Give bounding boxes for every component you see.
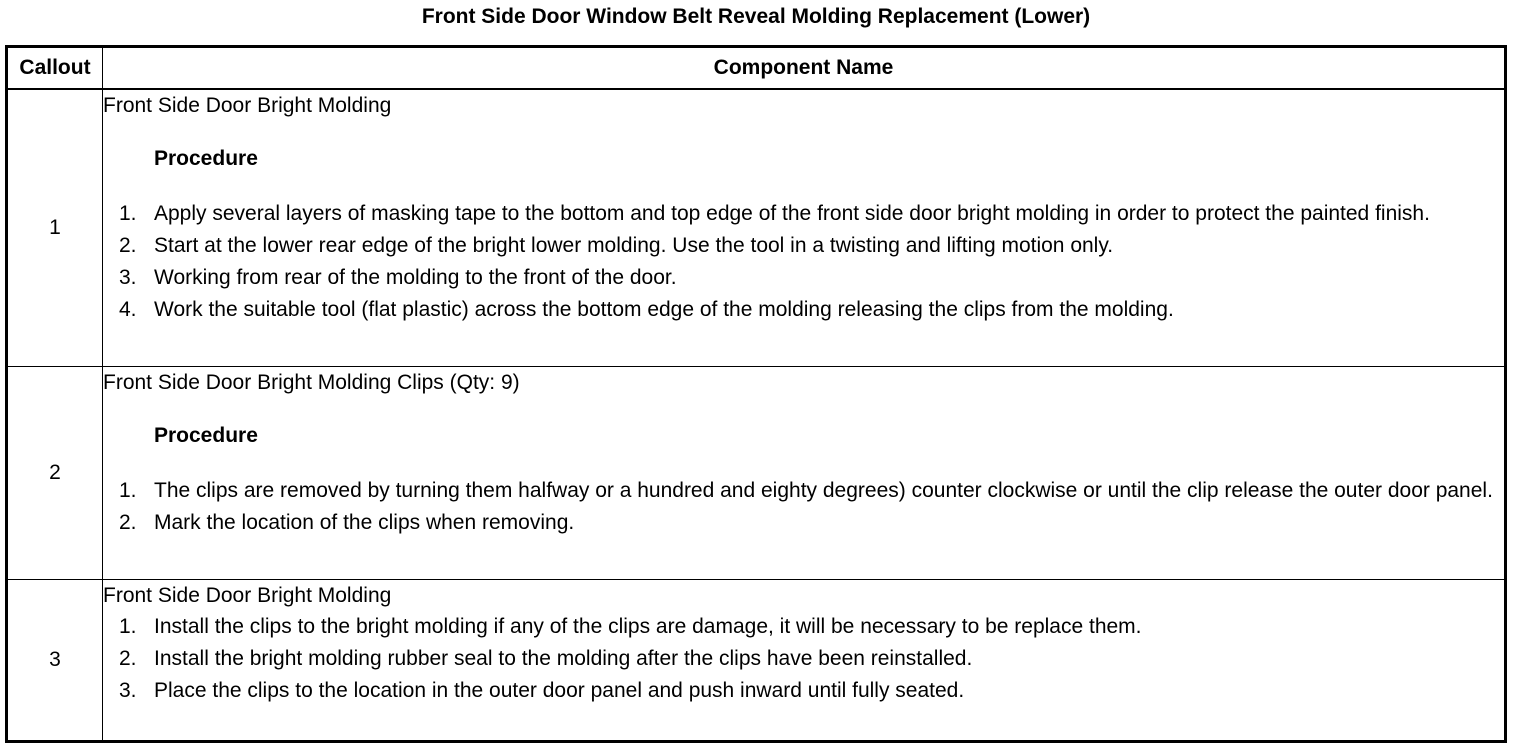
- step-text: Install the clips to the bright molding if any of the clips are damage, it will be necessary to be replace them.: [154, 615, 1142, 638]
- step-number: 2.: [119, 511, 137, 534]
- step-number: 1.: [119, 615, 137, 638]
- procedure-steps: [103, 476, 1504, 542]
- component-name: Front Side Door Bright Molding: [103, 584, 392, 607]
- step-number: 4.: [119, 298, 137, 321]
- procedure-steps: [103, 199, 1504, 329]
- document-title: Front Side Door Window Belt Reveal Molding Replacement (Lower): [421, 5, 1091, 28]
- header-component-name: Component Name: [103, 47, 1506, 90]
- step-number: 1.: [119, 202, 137, 225]
- table-row: [7, 580, 1506, 742]
- step-number: 3.: [119, 679, 137, 702]
- procedure-step: [103, 231, 1504, 261]
- procedure-step: [103, 295, 1504, 325]
- step-text: Start at the lower rear edge of the bright lower molding. Use the tool in a twisting and lifting motion only.: [154, 234, 1114, 257]
- step-number: 2.: [119, 234, 137, 257]
- procedure-steps: [103, 612, 1504, 710]
- step-number: 3.: [119, 266, 137, 289]
- step-text: Work the suitable tool (flat plastic) across the bottom edge of the molding releasing the clips from the molding.: [154, 298, 1174, 321]
- component-cell: [103, 580, 1506, 742]
- step-number: 2.: [119, 647, 137, 670]
- component-table: [5, 45, 1507, 743]
- header-callout: Callout: [7, 47, 103, 90]
- procedure-step: [103, 676, 1504, 706]
- step-number: 1.: [119, 479, 137, 502]
- step-text: Install the bright molding rubber seal to the molding after the clips have been reinstalled.: [154, 647, 973, 670]
- table-row: [7, 89, 1506, 367]
- step-text: The clips are removed by turning them halfway or a hundred and eighty degrees) counter clockwise or until the clip release the outer door panel.: [154, 479, 1493, 502]
- component-cell: [103, 367, 1506, 580]
- component-name: Front Side Door Bright Molding Clips (Qty: 9): [103, 371, 520, 394]
- component-cell: [103, 89, 1506, 367]
- procedure-step: [103, 263, 1504, 293]
- callout-number: 1: [7, 89, 103, 367]
- procedure-step: [103, 644, 1504, 674]
- callout-number: 2: [7, 367, 103, 580]
- component-name: Front Side Door Bright Molding: [103, 94, 392, 117]
- step-text: Apply several layers of masking tape to the bottom and top edge of the front side door bright molding in order to protect the painted finish.: [154, 202, 1430, 225]
- step-text: Place the clips to the location in the outer door panel and push inward until fully seated.: [154, 679, 965, 702]
- step-text: Working from rear of the molding to the front of the door.: [154, 266, 677, 289]
- table-row: [7, 367, 1506, 580]
- step-text: Mark the location of the clips when removing.: [154, 511, 575, 534]
- table-header-row: [7, 47, 1506, 90]
- procedure-step: [103, 476, 1504, 506]
- procedure-step: [103, 612, 1504, 642]
- procedure-step: [103, 199, 1504, 229]
- procedure-step: [103, 508, 1504, 538]
- procedure-heading: Procedure: [154, 424, 258, 447]
- callout-number: 3: [7, 580, 103, 742]
- procedure-heading: Procedure: [154, 147, 258, 170]
